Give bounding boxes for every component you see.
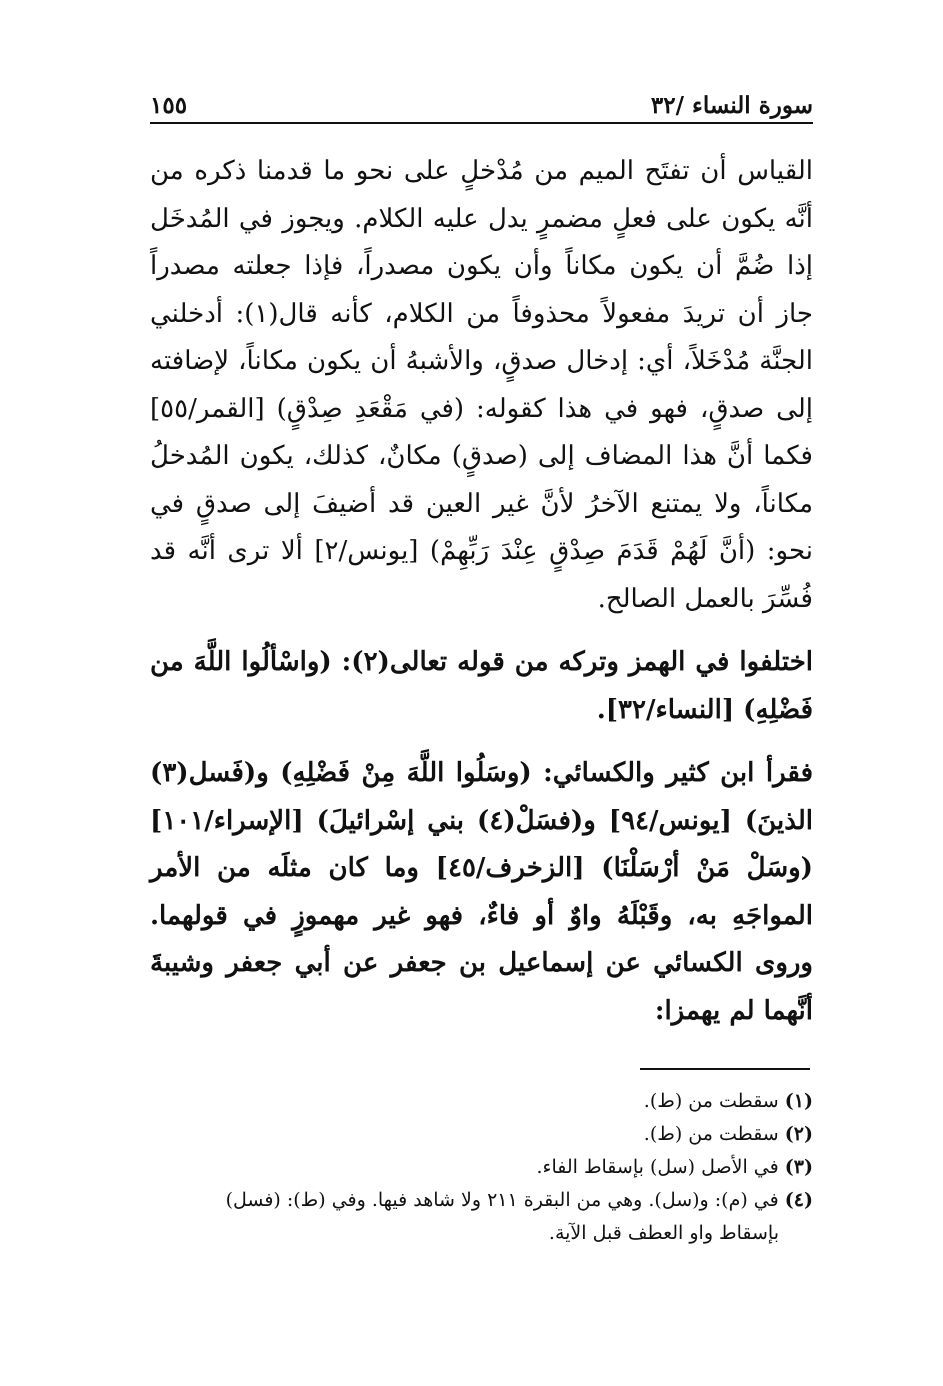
surah-title: سورة النساء /٣٢ — [650, 92, 813, 119]
footnote-4 — [150, 1184, 813, 1217]
footnote-3 — [150, 1151, 813, 1184]
footnote-text: سقطت من (ط). — [643, 1123, 779, 1145]
paragraph-1: القياس أن تفتَح الميم من مُدْخلٍ على نحو ما قدمنا ذكره من أنَّه يكون على فعلٍ مضمرٍ يدل عليه الكلام. ويجوز في المُدخَل إذا ضُمَّ أن يكون مكاناً وأن يكون مصدراً، فإذا جعلته مصدراً جاز أن تريدَ مفعولاً محذوفاً من الكلام، كأنه قال(١): أدخلني الجنَّة مُدْخَلاً، أي: إدخال صدقٍ، والأشبهُ أن يكون مكاناً، لإضافته إلى صدقٍ، فهو في هذا كقوله: (في مَقْعَدِ صِدْقٍ) [القمر/٥٥] فكما أنَّ هذا المضاف إلى (صدقٍ) مكانٌ، كذلك، يكون المُدخلُ مكاناً، ولا يمتنع الآخرُ لأنَّ غير العين قد أضيفَ إلى صدقٍ في نحو: (أنَّ لَهُمْ قَدَمَ صِدْقٍ عِنْدَ رَبِّهِمْ) [يونس/٢] ألا ترى أنَّه قد فُسِّرَ بالعمل الصالح. — [150, 156, 814, 614]
main-text — [150, 148, 813, 1035]
page-number: ١٥٥ — [150, 92, 188, 119]
paragraph-2: اختلفوا في الهمز وتركه من قوله تعالى(٢): (واسْألُوا اللَّهَ من فَضْلِهِ) [النساء/٣٢]. — [150, 647, 813, 725]
footnote-number: (٢) — [784, 1123, 813, 1145]
footnotes — [150, 1085, 813, 1250]
footnote-text: في (م): و(سل). وهي من البقرة ٢١١ ولا شاهد فيها. وفي (ط): (فسل) — [225, 1189, 779, 1211]
footnote-1 — [150, 1085, 813, 1118]
footnote-separator — [640, 1068, 810, 1070]
footnote-text: في الأصل (سل) بإسقاط الفاء. — [536, 1156, 779, 1178]
footnote-number: (١) — [784, 1090, 813, 1112]
footnote-number: (٤) — [784, 1189, 813, 1211]
footnote-4-continuation: بإسقاط واو العطف قبل الآية. — [548, 1222, 779, 1244]
footnote-number: (٣) — [784, 1156, 813, 1178]
footnote-2 — [150, 1118, 813, 1151]
paragraph-3: فقرأ ابن كثير والكسائي: (وسَلُوا اللَّهَ مِنْ فَضْلِهِ) و(فَسل(٣) الذينَ) [يونس/٩٤] و(فسَلْ(٤) بني إسْرائيلَ) [الإسراء/١٠١] (وسَلْ مَنْ أرْسَلْنَا) [الزخرف/٤٥] وما كان مثلَه من الأمر المواجَهِ به، وقَبْلَهُ واوٌ أو فاءٌ، فهو غير مهموزٍ في قولهما. وروى الكسائي عن إسماعيل بن جعفر عن أبي جعفر وشيبةَ أنَّهما لم يهمزا: — [150, 758, 813, 1026]
running-header — [150, 90, 813, 124]
footnote-text: سقطت من (ط). — [643, 1090, 779, 1112]
